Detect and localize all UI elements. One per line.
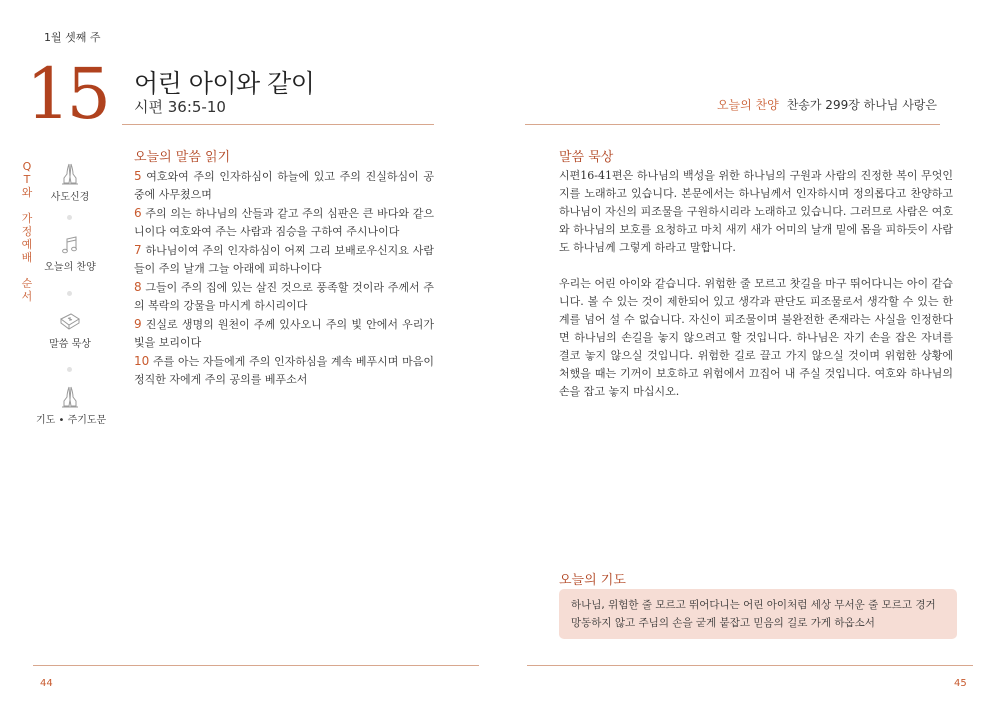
prayer-text: 하나님, 위험한 줄 모르고 뛰어다니는 어린 아이처럼 세상 무서운 줄 모르고 경거망동하지 않고 주님의 손을 굳게 붙잡고 믿음의 길로 가게 하옵소서 xyxy=(571,599,936,629)
meditation-body xyxy=(559,167,953,419)
prayer-heading: 오늘의 기도 xyxy=(559,573,626,588)
verse-text: 주의 의는 하나님의 산들과 같고 주의 심판은 큰 바다와 같으니이다 여호와여 주는 사람과 짐승을 구하여 주시나이다 xyxy=(134,207,434,238)
sidebar-item-prayer-lords-prayer xyxy=(36,385,107,426)
reading-heading: 오늘의 말씀 읽기 xyxy=(134,150,231,165)
hymn-value: 찬송가 299장 하나님 사랑은 xyxy=(786,98,937,112)
verse-number: 5 xyxy=(134,169,142,183)
sidebar-item-label: 오늘의 찬양 xyxy=(44,262,96,273)
header-rule-right xyxy=(525,124,940,125)
vertical-char: 순 xyxy=(21,277,33,290)
vertical-char: 배 xyxy=(21,251,33,264)
sidebar-item-label: 사도신경 xyxy=(50,192,90,203)
page-number-left: 44 xyxy=(40,678,53,689)
sidebar-dot xyxy=(67,367,72,372)
footer-rule-left xyxy=(33,665,479,666)
page-title: 어린 아이와 같이 xyxy=(134,69,315,98)
verse xyxy=(134,352,434,389)
day-number: 15 xyxy=(26,53,108,135)
verse-text: 진실로 생명의 원천이 주께 있사오니 주의 빛 안에서 우리가 빛을 보리이다 xyxy=(134,318,434,349)
verse-number: 6 xyxy=(134,206,142,220)
meditation-paragraph: 시편16-41편은 하나님의 백성을 위한 하나님의 구원과 사람의 진정한 복이 무엇인지를 노래하고 있습니다. 본문에서는 하나님께서 인자하시며 정의롭다고 찬양하고 하나님이 자신의 피조물을 구원하시리라 노래하고 있습니다. 그러므로 사람은 여호와 하나님의 보호를 요청하고 마치 새끼 새가 어미의 날개 밑에 몸을 피하듯이 사람도 하나님께 그렇게 하라고 말합니다. xyxy=(559,169,953,254)
vertical-char: 가 xyxy=(21,212,33,225)
hymn-label: 오늘의 찬양 xyxy=(716,98,779,112)
verse-text: 그들이 주의 집에 있는 살진 것으로 풍족할 것이라 주께서 주의 복락의 강물을 마시게 하시리이다 xyxy=(134,281,434,312)
prayer-box xyxy=(559,589,957,639)
verse-text: 여호와여 주의 인자하심이 하늘에 있고 주의 진실하심이 공중에 사무쳤으며 xyxy=(134,170,434,201)
meditation-paragraph: 우리는 어린 아이와 같습니다. 위험한 줄 모르고 찻길을 마구 뛰어다니는 아이 같습니다. 볼 수 있는 것이 제한되어 있고 생각과 판단도 피조물로서 생각할 수 있는 한계를 넘어 설 수 없습니다. 자신이 피조물이며 불완전한 존재라는 사실을 인정한다면 하나님의 손길을 놓지 않으려고 할 것입니다. 하나님은 자기 손을 잡은 자녀를 결코 놓지 않으실 것입니다. 위험한 길로 끌고 가지 않으실 것이며 위험한 상황에 처했을 때는 기꺼이 보호하고 위험에서 끄집어 내 주실 것입니다. 여호와 하나님의 손을 잡고 놓지 마십시오. xyxy=(559,277,953,398)
verse xyxy=(134,241,434,278)
verse-number: 7 xyxy=(134,243,142,257)
sidebar-dot xyxy=(67,291,72,296)
sidebar-item-apostles-creed xyxy=(36,162,104,203)
praying-hands-icon xyxy=(59,385,81,409)
page-number-right: 45 xyxy=(954,678,967,689)
meditation-heading: 말씀 묵상 xyxy=(559,150,614,165)
scripture-reference: 시편 36:5-10 xyxy=(134,98,226,116)
vertical-char: 서 xyxy=(21,290,33,303)
scripture-verses xyxy=(134,167,434,389)
bible-icon xyxy=(58,311,82,333)
vertical-char: 와 xyxy=(21,186,33,199)
verse xyxy=(134,167,434,204)
verse-number: 9 xyxy=(134,317,142,331)
sidebar-item-scripture-meditation xyxy=(36,311,104,350)
sidebar-dot xyxy=(67,215,72,220)
week-label: 1월 셋째 주 xyxy=(44,31,101,44)
verse-number: 10 xyxy=(134,354,150,368)
vertical-char: 정 xyxy=(21,225,33,238)
sidebar-item-label: 말씀 묵상 xyxy=(49,339,91,350)
verse xyxy=(134,315,434,352)
verse-text: 주를 아는 자들에게 주의 인자하심을 계속 베푸시며 마음이 정직한 자에게 주의 공의를 베푸소서 xyxy=(134,355,434,386)
vertical-char: T xyxy=(23,173,31,186)
sidebar-item-todays-hymn xyxy=(36,234,104,273)
verse-text: 하나님이여 주의 인자하심이 어찌 그리 보배로우신지요 사람들이 주의 날개 그늘 아래에 피하나이다 xyxy=(134,244,434,275)
header-rule-left xyxy=(122,124,434,125)
qt-family-worship-vertical-label xyxy=(20,160,34,303)
verse-number: 8 xyxy=(134,280,142,294)
vertical-char: Q xyxy=(22,160,32,173)
footer-rule-right xyxy=(527,665,973,666)
todays-hymn xyxy=(717,96,937,113)
music-note-icon xyxy=(59,234,81,256)
verse xyxy=(134,204,434,241)
praying-hands-icon xyxy=(59,162,81,186)
verse xyxy=(134,278,434,315)
sidebar-item-label: 기도 • 주기도문 xyxy=(36,415,107,426)
vertical-char: 예 xyxy=(21,238,33,251)
